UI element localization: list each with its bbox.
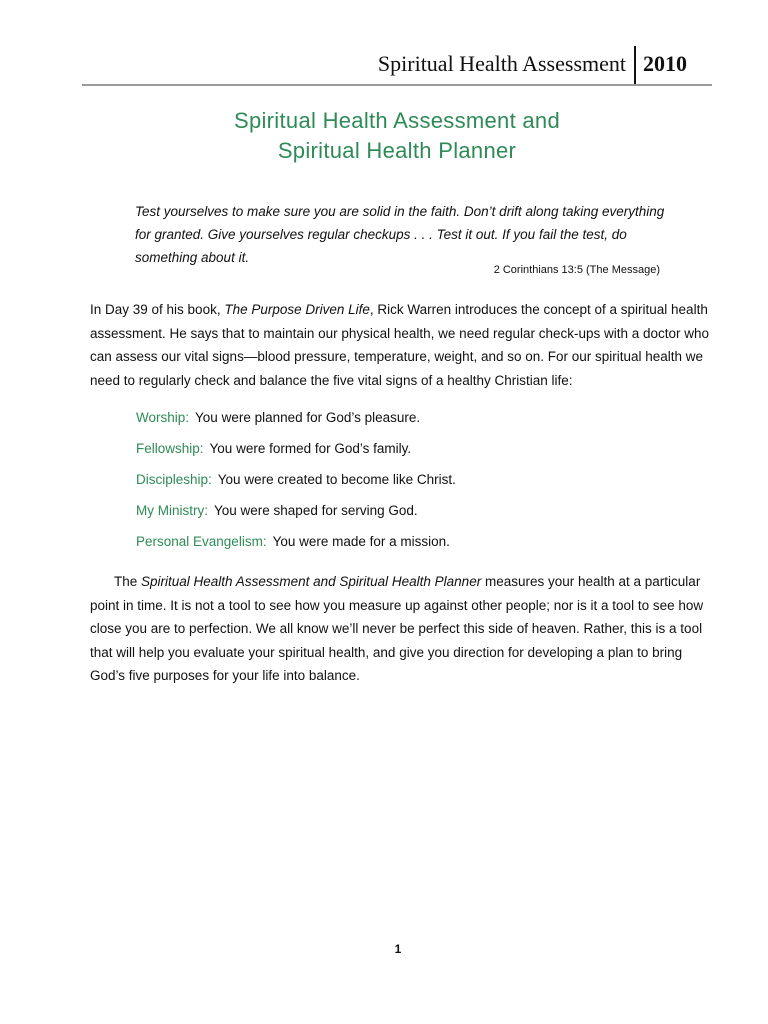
document-title-line-2: Spiritual Health Planner <box>277 138 517 163</box>
header-title: Spiritual Health Assessment <box>377 51 626 76</box>
page-number: 1 <box>394 942 402 956</box>
vital-sign-label: Worship: <box>136 410 190 425</box>
closing-text-end: measures your health at a particular point in time. It is not a tool to see how you measure up against other people; nor is it a tool to see how close you are to perfection. We all know we’ll never be perfect this side of heaven. Rather, this is a tool that will help you evaluate your spiritual health, and give you direction for developing a plan to bring God’s five purposes for your life into balance. <box>90 574 704 683</box>
header-year: 2010 <box>643 51 687 76</box>
closing-paragraph <box>90 570 710 688</box>
vital-signs-list <box>136 406 696 561</box>
vital-sign-label: Fellowship: <box>136 441 204 456</box>
vital-sign-text: You were created to become like Christ. <box>217 472 456 487</box>
intro-text-end: , Rick Warren introduces the concept of a spiritual health assessment. He says that to maintain our physical health, we need regular check-ups with a doctor who can assess our vital signs—blood pressure, temperature, weight, and so on. For our spiritual health we need to regularly check and balance the five vital signs of a healthy Christian life: <box>90 302 710 388</box>
intro-paragraph <box>90 298 710 392</box>
intro-book-title: The Purpose Driven Life <box>224 302 370 317</box>
scripture-reference: 2 Corinthians 13:5 (The Message) <box>493 264 660 276</box>
document-title <box>82 106 712 166</box>
scripture-quote: Test yourselves to make sure you are solid in the faith. Don’t drift along taking everything for granted. Give yourselves regular checkups . . . Test it out. If you fail the test, do something about it. <box>135 204 665 265</box>
vital-sign-text: You were formed for God’s family. <box>209 441 412 456</box>
document-title-line-1: Spiritual Health Assessment and <box>233 108 561 133</box>
intro-text-start: In Day 39 of his book, <box>90 302 225 317</box>
vital-sign-evangelism <box>136 530 696 561</box>
header-divider <box>634 46 636 86</box>
closing-italic-title: Spiritual Health Assessment and Spiritual Health Planner <box>141 574 482 589</box>
vital-sign-text: You were shaped for serving God. <box>214 503 418 518</box>
vital-sign-label: Discipleship: <box>136 472 212 487</box>
vital-sign-text: You were made for a mission. <box>272 534 450 549</box>
page-header <box>82 46 712 86</box>
vital-sign-text: You were planned for God’s pleasure. <box>195 410 421 425</box>
vital-sign-ministry <box>136 499 696 530</box>
vital-sign-label: My Ministry: <box>136 503 208 518</box>
vital-sign-worship <box>136 406 696 437</box>
closing-text-start: The <box>114 574 142 589</box>
header-rule <box>82 84 712 86</box>
vital-sign-label: Personal Evangelism: <box>136 534 267 549</box>
vital-sign-discipleship <box>136 468 696 499</box>
vital-sign-fellowship <box>136 437 696 468</box>
